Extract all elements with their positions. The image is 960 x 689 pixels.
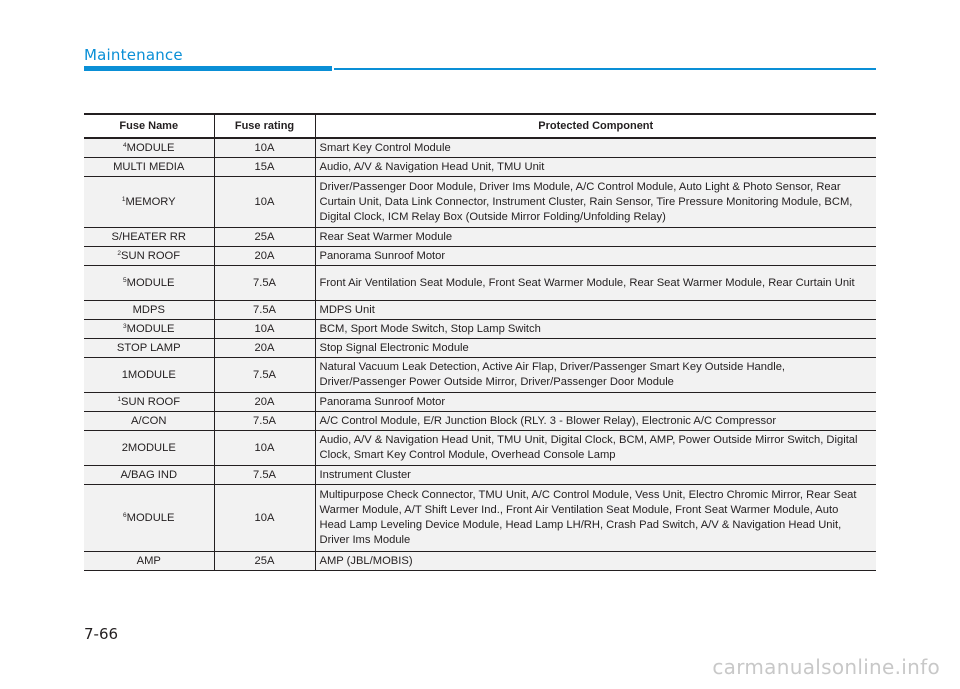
- protected-component-cell: Multipurpose Check Connector, TMU Unit, A/C Control Module, Vess Unit, Electro Chromic Mirror, Rear Seat Warmer Module, A/T Shift Lever Ind., Front Air Ventilation Seat Module, Front Seat Warmer Module, Auto Head Lamp Leveling Device Module, Head Lamp LH/RH, Crash Pad Switch, A/V & Navigation Head Unit, Driver Ims Module: [315, 485, 876, 552]
- fuse-name-cell: [84, 466, 214, 485]
- fuse-name-cell: [84, 339, 214, 358]
- fuse-name-cell: [84, 358, 214, 393]
- column-header-protected-component: Protected Component: [315, 114, 876, 138]
- fuse-name: STOP LAMP: [116, 341, 181, 354]
- table-row: [84, 339, 876, 358]
- fuse-name-superscript: 6: [123, 511, 127, 519]
- protected-component-cell: Instrument Cluster: [315, 466, 876, 485]
- fuse-name-cell: [84, 431, 214, 466]
- table-row: [84, 301, 876, 320]
- table-row: [84, 247, 876, 266]
- column-header-fuse-name: Fuse Name: [84, 114, 214, 138]
- fuse-rating-cell: 10A: [214, 485, 315, 552]
- protected-component-cell: Stop Signal Electronic Module: [315, 339, 876, 358]
- fuse-rating-cell: 25A: [214, 228, 315, 247]
- fuse-rating-cell: 15A: [214, 158, 315, 177]
- table-row: [84, 393, 876, 412]
- fuse-name: MEMORY: [125, 195, 176, 208]
- fuse-name: 2MODULE: [121, 441, 176, 454]
- protected-component-cell: Panorama Sunroof Motor: [315, 393, 876, 412]
- protected-component-cell: Audio, A/V & Navigation Head Unit, TMU Unit: [315, 158, 876, 177]
- fuse-name-superscript: 2: [117, 249, 122, 257]
- table-row: [84, 158, 876, 177]
- fuse-name-superscript: 1: [117, 395, 122, 403]
- section-title: Maintenance: [84, 46, 183, 64]
- fuse-name-cell: [84, 266, 214, 301]
- table-header-row: [84, 114, 876, 138]
- fuse-name-cell: [84, 485, 214, 552]
- protected-component-cell: Panorama Sunroof Motor: [315, 247, 876, 266]
- table-row: [84, 320, 876, 339]
- protected-component-cell: Rear Seat Warmer Module: [315, 228, 876, 247]
- fuse-name-cell: [84, 320, 214, 339]
- fuse-name: MDPS: [132, 303, 165, 316]
- fuse-name: 1MODULE: [121, 368, 176, 381]
- fuse-name: MODULE: [126, 276, 175, 289]
- fuse-rating-cell: 10A: [214, 177, 315, 228]
- protected-component-cell: Audio, A/V & Navigation Head Unit, TMU Unit, Digital Clock, BCM, AMP, Power Outside Mirror Switch, Digital Clock, Smart Key Control Module, Overhead Console Lamp: [315, 431, 876, 466]
- header-rule-thin: [334, 68, 876, 70]
- column-header-fuse-rating: Fuse rating: [214, 114, 315, 138]
- fuse-name: SUN ROOF: [121, 249, 181, 262]
- table-row: [84, 412, 876, 431]
- fuse-name: MODULE: [126, 511, 175, 524]
- table-row: [84, 228, 876, 247]
- fuse-rating-cell: 7.5A: [214, 412, 315, 431]
- fuse-name: S/HEATER RR: [111, 230, 186, 243]
- fuse-rating-cell: 10A: [214, 320, 315, 339]
- fuse-rating-cell: 7.5A: [214, 466, 315, 485]
- fuse-table: [84, 113, 876, 571]
- fuse-name-cell: [84, 158, 214, 177]
- table-row: [84, 358, 876, 393]
- fuse-rating-cell: 7.5A: [214, 301, 315, 320]
- fuse-name: A/BAG IND: [120, 468, 178, 481]
- fuse-rating-cell: 10A: [214, 431, 315, 466]
- protected-component-cell: Smart Key Control Module: [315, 138, 876, 158]
- protected-component-cell: Front Air Ventilation Seat Module, Front Seat Warmer Module, Rear Seat Warmer Module, Rear Curtain Unit: [315, 266, 876, 301]
- table-row: [84, 485, 876, 552]
- table-row: [84, 177, 876, 228]
- page-number: 7-66: [84, 625, 119, 643]
- fuse-rating-cell: 25A: [214, 552, 315, 571]
- fuse-name-cell: [84, 301, 214, 320]
- fuse-name-superscript: 5: [123, 276, 127, 284]
- fuse-name: A/CON: [131, 414, 167, 427]
- fuse-rating-cell: 10A: [214, 138, 315, 158]
- protected-component-cell: A/C Control Module, E/R Junction Block (RLY. 3 - Blower Relay), Electronic A/C Compressor: [315, 412, 876, 431]
- fuse-name-cell: [84, 138, 214, 158]
- fuse-rating-cell: 20A: [214, 393, 315, 412]
- fuse-name-cell: [84, 177, 214, 228]
- table-row: [84, 552, 876, 571]
- table-row: [84, 431, 876, 466]
- fuse-name-superscript: 1: [121, 195, 126, 203]
- fuse-name-cell: [84, 247, 214, 266]
- fuse-rating-cell: 20A: [214, 339, 315, 358]
- fuse-name-cell: [84, 228, 214, 247]
- fuse-rating-cell: 20A: [214, 247, 315, 266]
- protected-component-cell: Natural Vacuum Leak Detection, Active Air Flap, Driver/Passenger Smart Key Outside Handle, Driver/Passenger Power Outside Mirror, Driver/Passenger Door Module: [315, 358, 876, 393]
- table-row: [84, 138, 876, 158]
- fuse-name: MULTI MEDIA: [113, 160, 185, 173]
- fuse-name: AMP: [136, 554, 161, 567]
- fuse-name: MODULE: [126, 322, 175, 335]
- table-row: [84, 466, 876, 485]
- protected-component-cell: BCM, Sport Mode Switch, Stop Lamp Switch: [315, 320, 876, 339]
- table-row: [84, 266, 876, 301]
- fuse-rating-cell: 7.5A: [214, 358, 315, 393]
- fuse-name-superscript: 3: [123, 322, 127, 330]
- fuse-name-cell: [84, 393, 214, 412]
- fuse-name-cell: [84, 412, 214, 431]
- fuse-name: SUN ROOF: [121, 395, 181, 408]
- watermark: carmanualsonline.info: [712, 655, 940, 679]
- fuse-name: MODULE: [126, 141, 175, 154]
- protected-component-cell: Driver/Passenger Door Module, Driver Ims Module, A/C Control Module, Auto Light & Photo Sensor, Rear Curtain Unit, Data Link Connector, Instrument Cluster, Rain Sensor, Tire Pressure Monitoring Module, BCM, Digital Clock, ICM Relay Box (Outside Mirror Folding/Unfolding Relay): [315, 177, 876, 228]
- fuse-name-superscript: 4: [123, 141, 127, 149]
- fuse-name-cell: [84, 552, 214, 571]
- header-rule-thick: [84, 66, 332, 71]
- protected-component-cell: AMP (JBL/MOBIS): [315, 552, 876, 571]
- protected-component-cell: MDPS Unit: [315, 301, 876, 320]
- fuse-rating-cell: 7.5A: [214, 266, 315, 301]
